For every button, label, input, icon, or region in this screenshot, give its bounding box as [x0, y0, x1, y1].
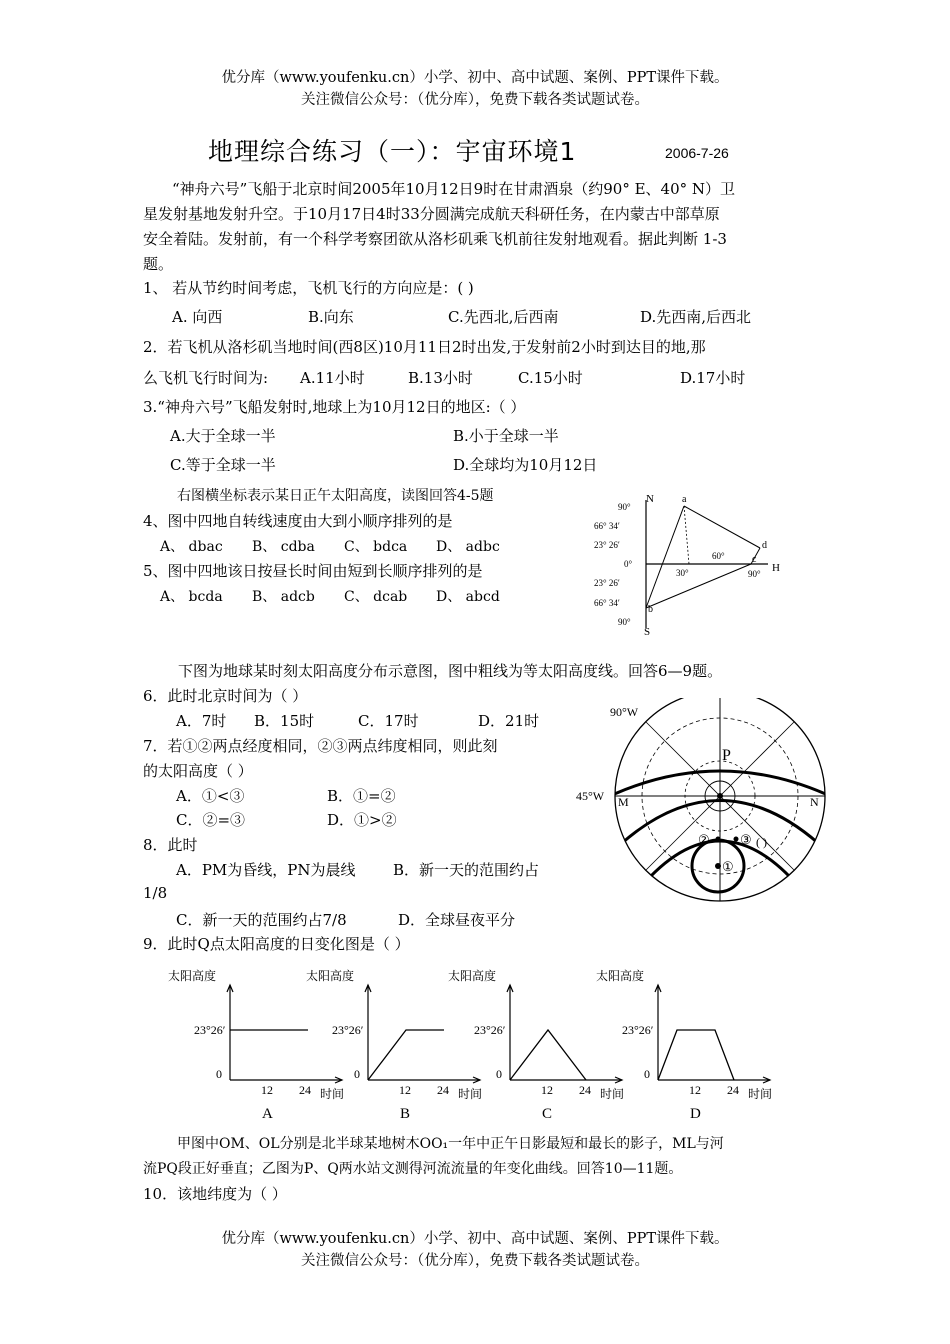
q4-option-a: A、 dbac — [160, 539, 223, 555]
q1-option-d: D.先西南,后西北 — [640, 308, 752, 326]
q2-option-d: D.17小时 — [680, 369, 746, 387]
para10-line-1: 甲图中OM、OL分别是北半球某地树木OO₁一年中正午日影最短和最长的影子，ML与河 — [177, 1136, 724, 1152]
mark-paren: ( ) — [756, 835, 767, 849]
q5-option-a: A、 bcda — [160, 589, 223, 605]
chart-c-letter: C — [542, 1106, 553, 1120]
point-a: a — [682, 494, 687, 505]
chart-d-value-label: 23°26′ — [622, 1023, 654, 1037]
chart-a-ylabel: 太阳高度 — [168, 969, 217, 983]
chart-c-ylabel: 太阳高度 — [448, 969, 497, 983]
q7-stem-1: 7．若①②两点经度相同，②③两点纬度相同，则此刻 — [143, 737, 498, 755]
line-a-d — [684, 506, 760, 548]
q10-stem: 10．该地纬度为（ ） — [143, 1185, 287, 1203]
intro-line-2: 星发射基地发射升空。于10月17日4时33分圆满完成航天科研任务，在内蒙古中部草原 — [143, 205, 720, 223]
q1-option-a: A. 向西 — [172, 308, 223, 326]
chart-b-value-label: 23°26′ — [332, 1023, 364, 1037]
lat-66s: 66° 34′ — [594, 598, 620, 608]
q6-option-a: A．7时 — [176, 712, 227, 730]
para10-line-2: 流PQ段正好垂直；乙图为P、Q两水站文测得河流流量的年变化曲线。回答10—11题。 — [143, 1161, 683, 1177]
chart-b-ylabel: 太阳高度 — [306, 969, 355, 983]
chart-a-zero: 0 — [216, 1067, 222, 1081]
q3-option-c: C.等于全球一半 — [170, 456, 276, 474]
line-b-c — [646, 564, 751, 608]
chart-d-letter: D — [690, 1106, 701, 1120]
chart-b-line — [368, 1030, 444, 1080]
mark-2: ② — [698, 832, 710, 847]
line-b-a — [646, 506, 684, 608]
noon-sun-altitude-diagram — [588, 488, 798, 643]
q8-option-b-cont: 1/8 — [143, 884, 168, 902]
pole-dot — [717, 793, 723, 799]
dot-3 — [734, 837, 739, 842]
q4-option-b: B、 cdba — [252, 539, 315, 555]
chart-a-letter: A — [262, 1106, 273, 1120]
fig2-intro: 下图为地球某时刻太阳高度分布示意图，图中粗线为等太阳高度线。回答6—9题。 — [178, 662, 723, 680]
chart-a-tick-12: 12 — [261, 1083, 273, 1097]
q2-stem-2: 么飞机飞行时间为: — [143, 369, 269, 387]
label-h: H — [772, 562, 780, 574]
q4-option-d: D、 adbc — [436, 539, 500, 555]
q6-stem: 6．此时北京时间为（ ） — [143, 687, 308, 705]
q4-stem: 4、图中四地自转线速度由大到小顺序排列的是 — [143, 512, 453, 530]
lat-23n: 23° 26′ — [594, 540, 620, 550]
chart-a-xlabel: 时间 — [320, 1087, 345, 1101]
q3-option-b: B.小于全球一半 — [453, 427, 559, 445]
q7-option-c: C．②=③ — [176, 811, 246, 829]
q4-option-c: C、 bdca — [344, 539, 408, 555]
label-m: M — [618, 795, 629, 809]
chart-c-xlabel: 时间 — [600, 1087, 625, 1101]
lat-66n: 66° 34′ — [594, 521, 620, 531]
chart-c-value-label: 23°26′ — [474, 1023, 506, 1037]
q1-stem: 1、 若从节约时间考虑，飞机飞行的方向应是：( ) — [143, 279, 474, 297]
intro-line-1: “神舟六号”飞船于北京时间2005年10月12日9时在甘肃酒泉（约90° E、40° N）卫 — [172, 180, 736, 198]
q7-stem-2: 的太阳高度（ ） — [143, 762, 253, 780]
q9-stem: 9．此时Q点太阳高度的日变化图是（ ） — [143, 935, 410, 953]
angle-30: 30° — [676, 568, 689, 578]
q5-option-b: B、 adcb — [252, 589, 315, 605]
q8-stem: 8．此时 — [143, 836, 198, 854]
mark-3: ③ — [740, 832, 752, 847]
header-line-2: 关注微信公众号：（优分库），免费下载各类试题试卷。 — [301, 92, 649, 108]
chart-b-xlabel: 时间 — [458, 1087, 483, 1101]
q2-stem-1: 2．若飞机从洛杉矶当地时间(西8区)10月11日2时出发,于发射前2小时到达目的地,那 — [143, 338, 706, 356]
angle-60: 60° — [712, 551, 725, 561]
chart-b-letter: B — [400, 1106, 411, 1120]
q9-sun-altitude-charts — [150, 960, 800, 1120]
chart-c-tick-12: 12 — [541, 1083, 553, 1097]
fig1-intro: 右图横坐标表示某日正午太阳高度，读图回答4-5题 — [177, 488, 494, 504]
q1-option-c: C.先西北,后西南 — [448, 308, 559, 326]
mark-1: ① — [722, 859, 734, 874]
chart-b-tick-12: 12 — [399, 1083, 411, 1097]
q5-option-c: C、 dcab — [344, 589, 408, 605]
date: 2006-7-26 — [665, 145, 729, 161]
lat-90n: 90° — [618, 502, 631, 512]
chart-c-zero: 0 — [496, 1067, 502, 1081]
q8-option-a: A．PM为昏线，PN为晨线 — [176, 861, 356, 879]
q2-option-a: A.11小时 — [300, 369, 365, 387]
q8-option-b: B．新一天的范围约占 — [393, 861, 540, 879]
point-d: d — [762, 540, 767, 551]
chart-c-tick-24: 24 — [579, 1083, 591, 1097]
q3-option-a: A.大于全球一半 — [170, 427, 276, 445]
point-c: c — [752, 554, 757, 565]
q8-option-d: D．全球昼夜平分 — [398, 911, 516, 929]
label-p: P — [722, 747, 731, 764]
label-s: S — [644, 626, 651, 638]
chart-d-tick-12: 12 — [689, 1083, 701, 1097]
subsolar-dot — [715, 863, 721, 869]
q6-option-b: B．15时 — [254, 712, 315, 730]
q2-option-b: B.13小时 — [408, 369, 473, 387]
intro-line-3: 安全着陆。发射前，有一个科学考察团欲从洛杉矶乘飞机前往发射地观看。据此判断 1-3 — [143, 230, 727, 248]
q7-option-b: B．①=② — [327, 787, 396, 805]
chart-b-zero: 0 — [354, 1067, 360, 1081]
footer-line-1: 优分库（www.youfenku.cn）小学、初中、高中试题、案例、PPT课件下载。 — [221, 1231, 729, 1247]
chart-b-tick-24: 24 — [437, 1083, 449, 1097]
chart-d-xlabel: 时间 — [748, 1087, 773, 1101]
page-title: 地理综合练习（一）：宇宙环境1 — [208, 137, 577, 166]
q1-option-b: B.向东 — [308, 308, 354, 326]
chart-a-value-label: 23°26′ — [194, 1023, 226, 1037]
label-90w: 90°W — [610, 705, 639, 719]
q6-option-c: C．17时 — [358, 712, 419, 730]
q3-option-d: D.全球均为10月12日 — [453, 456, 598, 474]
line-a-dashed — [684, 506, 689, 564]
chart-d-zero: 0 — [644, 1067, 650, 1081]
label-n: N — [810, 795, 819, 809]
intro-line-4: 题。 — [143, 255, 174, 273]
footer-line-2: 关注微信公众号：（优分库），免费下载各类试题试卷。 — [301, 1253, 649, 1269]
q3-stem: 3.“神舟六号”飞船发射时,地球上为10月12日的地区:（ ） — [143, 398, 526, 416]
q8-option-c: C．新一天的范围约占7/8 — [176, 911, 347, 929]
chart-a-tick-24: 24 — [299, 1083, 311, 1097]
lat-23s: 23° 26′ — [594, 578, 620, 588]
dot-2 — [716, 837, 721, 842]
q7-option-d: D．①>② — [327, 811, 397, 829]
chart-c-line — [510, 1030, 586, 1080]
q5-stem: 5、图中四地该日按昼长时间由短到长顺序排列的是 — [143, 562, 483, 580]
label-n: N — [646, 493, 654, 505]
lat-90s: 90° — [618, 617, 631, 627]
header-line-1: 优分库（www.youfenku.cn）小学、初中、高中试题、案例、PPT课件下载。 — [221, 70, 729, 86]
angle-90: 90° — [748, 569, 761, 579]
q5-option-d: D、 abcd — [436, 589, 500, 605]
q7-option-a: A．①<③ — [176, 787, 245, 805]
lat-0: 0° — [624, 559, 633, 569]
q2-option-c: C.15小时 — [518, 369, 583, 387]
chart-d-tick-24: 24 — [727, 1083, 739, 1097]
chart-d-ylabel: 太阳高度 — [596, 969, 645, 983]
polar-sun-altitude-diagram — [570, 698, 870, 910]
label-45w: 45°W — [576, 789, 605, 803]
chart-d-line — [658, 1030, 734, 1080]
point-b: b — [648, 604, 653, 615]
q6-option-d: D．21时 — [478, 712, 540, 730]
